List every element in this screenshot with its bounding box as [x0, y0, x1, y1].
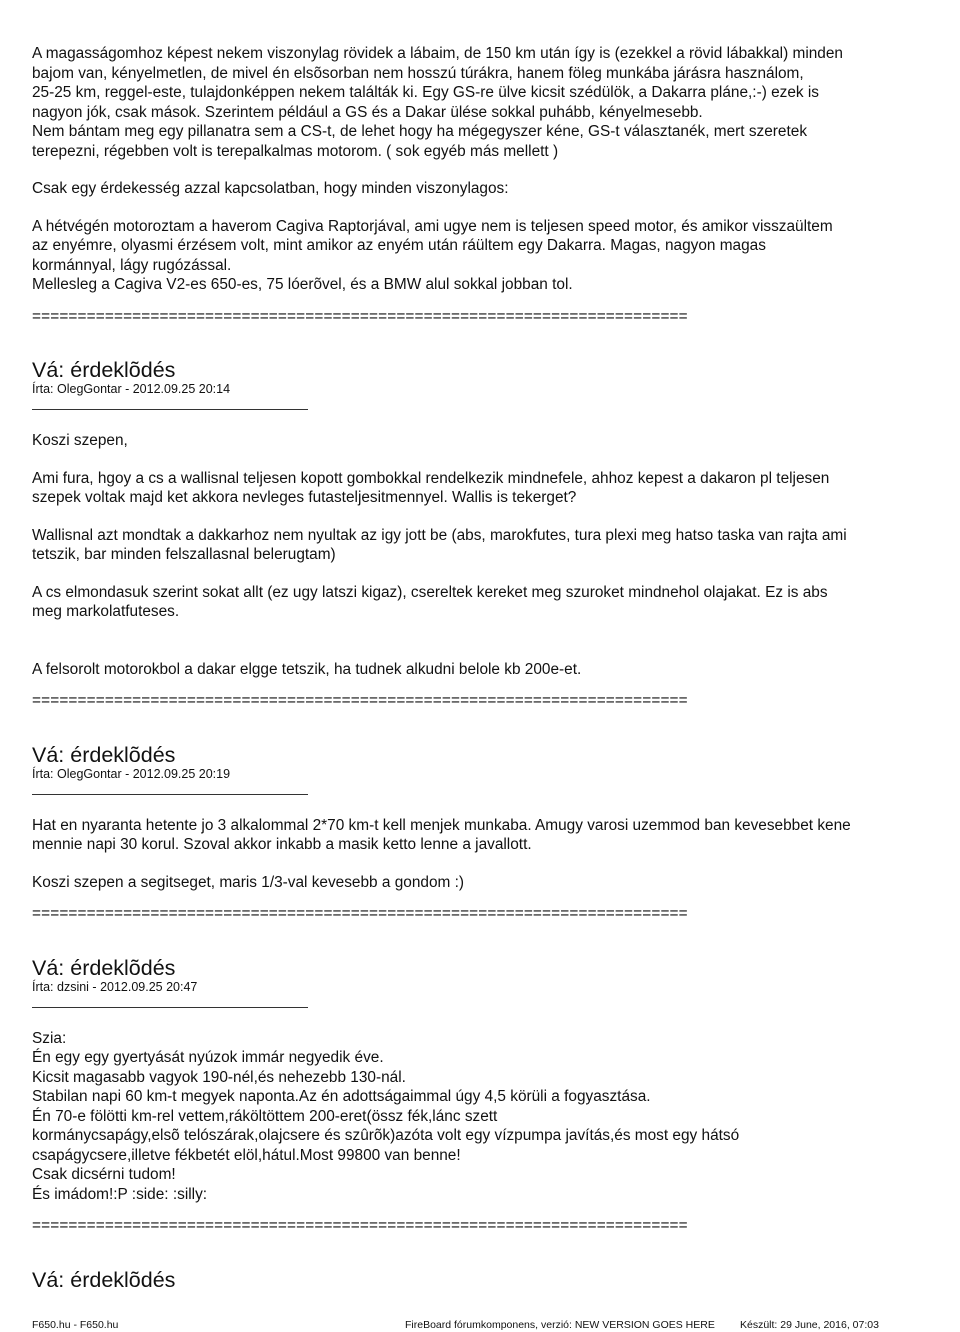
intro-paragraph-1 [32, 44, 912, 161]
post-meta: Írta: OlegGontar - 2012.09.25 20:14 [32, 382, 231, 396]
text-line: A cs elmondasuk szerint sokat allt (ez ugy latszi kigaz), csereltek kereket meg szuroket mindnehol olajakat. Ez is abs [32, 583, 828, 601]
text-line: meg markolatfuteses. [32, 603, 180, 620]
text-line: terepezni, régebben volt is terepalkalmas motorom. ( sok egyéb más mellett ) [32, 142, 559, 160]
text-line: Nem bántam meg egy pillanatra sem a CS-t, de lehet hogy ha mégegyszer kéne, GS-t választanék, mert szeretek [32, 123, 808, 140]
post-separator: ======================================================================== [32, 905, 688, 922]
text-line: nagyon jók, csak mások. Szerintem például a GS és a Dakar ülése sokkal puhább, kényelmesebb. [32, 103, 703, 121]
text-line: bajom van, kényelmetlen, de mivel én elsõsorban nem hosszú túrákra, hanem föleg munkába járásra használom, [32, 64, 804, 82]
text-line: A felsorolt motorokbol a dakar elgge tetszik, ha tudnek alkudni belole kb 200e-et. [32, 660, 582, 678]
intro-paragraph-2 [32, 179, 912, 199]
text-line: A magasságomhoz képest nekem viszonylag rövidek a lábaim, de 150 km után így is (ezekkel a rövid lábakkal) minden [32, 45, 843, 62]
text-line: Szia: [32, 1029, 67, 1047]
text-line: szepek voltak majd ket akkora nevleges futasteljesitmennyel. Wallis is tekerget? [32, 489, 577, 506]
post-paragraph [32, 873, 912, 893]
text-line: mennie napi 30 korul. Szoval akkor inkabb a masik ketto lenne a javallott. [32, 836, 532, 853]
post-paragraph [32, 431, 912, 451]
post-title: Vá: érdeklõdés [32, 955, 176, 980]
text-line: tetszik, bar minden felszallasnal belerugtam) [32, 546, 336, 563]
post-paragraph [32, 1029, 912, 1205]
text-line: Koszi szepen a segitseget, maris 1/3-val kevesebb a gondom :) [32, 873, 465, 891]
post-separator: ======================================================================== [32, 1217, 688, 1234]
text-line: Mellesleg a Cagiva V2-es 650-es, 75 lóerõvel, és a BMW alul sokkal jobban tol. [32, 276, 573, 293]
page-footer [32, 1318, 892, 1332]
text-line: Csak egy érdekesség azzal kapcsolatban, hogy minden viszonylagos: [32, 180, 509, 197]
post-meta: Írta: dzsini - 2012.09.25 20:47 [32, 979, 198, 994]
text-line: Koszi szepen, [32, 432, 128, 449]
post-paragraph [32, 660, 912, 680]
text-line: És imádom!:P :side: :silly: [32, 1185, 208, 1203]
text-line: az enyémre, olyasmi érzésem volt, mint amikor az enyém után ráültem egy Dakarra. Magas, nagyon magas [32, 237, 766, 254]
post-separator: ======================================================================== [32, 692, 688, 709]
post-paragraph [32, 469, 912, 508]
text-line: kormánycsapágy,elsõ telószárak,olajcsere és szûrõk)azóta volt egy vízpumpa javítás,és most egy hátsó [32, 1127, 740, 1144]
text-line: Stabilan napi 60 km-t megyek naponta.Az én adottságaimmal úgy 4,5 körüli a fogyasztása. [32, 1088, 651, 1105]
text-line: Wallisnal azt mondtak a dakkarhoz nem nyultak az igy jott be (abs, marokfutes, tura plexi meg hatso taska van rajta ami [32, 526, 847, 544]
text-line: Én 70-e fölötti km-rel vettem,ráköltöttem 200-eret(össz fék,lánc szett [32, 1107, 498, 1125]
text-line: 25-25 km, reggel-este, tulajdonképpen nekem találták ki. Egy GS-re ülve kicsit szédülök, a Dakarra pláne,:-) ezek is [32, 84, 820, 101]
post-paragraph [32, 526, 912, 565]
post-separator: ======================================================================== [32, 307, 688, 325]
post-meta: Írta: OlegGontar - 2012.09.25 20:19 [32, 766, 231, 781]
text-line: Én egy egy gyertyását nyúzok immár negyedik éve. [32, 1049, 384, 1066]
text-line: kormánnyal, lágy rugózással. [32, 256, 232, 274]
post-title: Vá: érdeklõdés [32, 742, 176, 767]
post-paragraph [32, 583, 912, 622]
text-line: A hétvégén motoroztam a haverom Cagiva Raptorjával, ami ugye nem is teljesen speed motor, és amikor visszaültem [32, 217, 833, 235]
footer-component: FireBoard fórumkomponens, verzió: NEW VERSION GOES HERE [405, 1319, 715, 1331]
document-body [32, 44, 912, 1292]
text-line: Kicsit magasabb vagyok 190-nél,és nehezebb 130-nál. [32, 1068, 406, 1086]
post-title: Vá: érdeklõdés [32, 358, 176, 382]
text-line: Csak dicsérni tudom! [32, 1166, 176, 1183]
intro-paragraph-3 [32, 217, 912, 295]
post-paragraph [32, 816, 912, 855]
text-line: Ami fura, hgoy a cs a wallisnal teljesen kopott gombokkal rendelkezik mindnefele, ahhoz kepest a dakaron pl teljesen [32, 469, 830, 487]
footer-site: F650.hu - F650.hu [32, 1319, 119, 1331]
post-title: Vá: érdeklõdés [32, 1267, 176, 1292]
text-line: csapágycsere,illetve fékbetét elöl,hátul.Most 99800 van benne! [32, 1146, 461, 1164]
text-line: Hat en nyaranta hetente jo 3 alkalommal 2*70 km-t kell menjek munkaba. Amugy varosi uzemmod ban kevesebbet kene [32, 816, 851, 834]
footer-generated: Készült: 29 June, 2016, 07:03 [740, 1319, 879, 1331]
